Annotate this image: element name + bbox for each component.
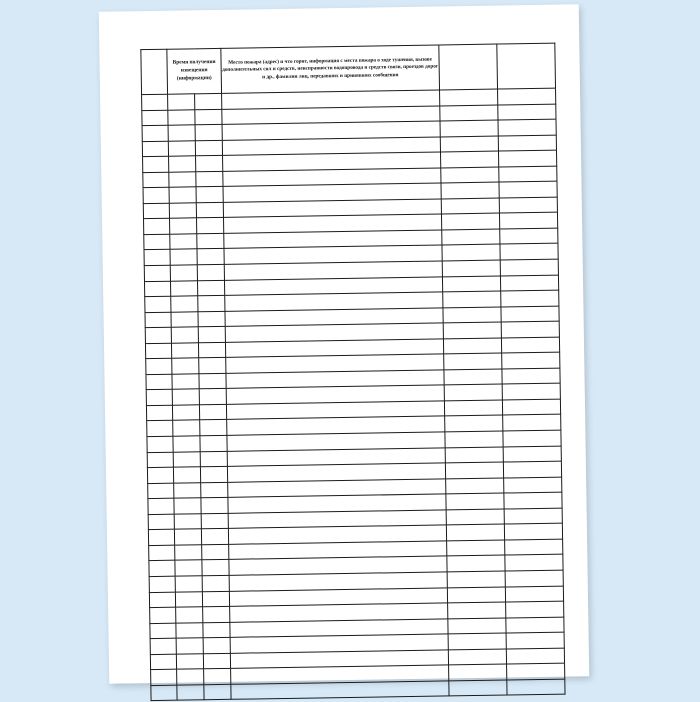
table-cell[interactable] — [505, 586, 563, 602]
table-cell[interactable] — [443, 291, 501, 307]
table-cell[interactable] — [174, 482, 201, 498]
header-cell-fire-description: Место пожара (адрес) и что горит, информация с места пожара о ходе тушения, вызове дополнительных сил и средств, неисправности водопровода и средств связи, проездов дорог и др., фамилии лиц, передавших и принявших сообщения — [221, 45, 440, 93]
table-cell[interactable] — [443, 338, 501, 354]
table-cell[interactable] — [204, 684, 231, 700]
table-cell[interactable] — [202, 591, 229, 607]
table-cell[interactable] — [507, 663, 565, 679]
table-cell[interactable] — [503, 415, 561, 431]
table-cell[interactable] — [199, 358, 226, 374]
table-cell[interactable] — [171, 311, 198, 327]
table-cell[interactable] — [143, 188, 169, 204]
table-cell[interactable] — [144, 250, 170, 266]
table-cell[interactable] — [142, 110, 168, 126]
table-cell[interactable] — [504, 523, 562, 539]
table-cell[interactable] — [441, 198, 499, 214]
table-cell[interactable] — [503, 446, 561, 462]
table-cell[interactable] — [498, 119, 556, 135]
table-cell[interactable] — [447, 555, 505, 571]
table-cell[interactable] — [506, 617, 564, 633]
table-cell[interactable] — [150, 623, 176, 639]
table-cell[interactable] — [143, 203, 169, 219]
table-cell[interactable] — [447, 540, 505, 556]
table-cell[interactable] — [500, 259, 558, 275]
table-cell[interactable] — [504, 477, 562, 493]
table-cell[interactable] — [195, 93, 222, 109]
table-cell[interactable] — [199, 373, 226, 389]
table-cell[interactable] — [176, 638, 203, 654]
table-cell[interactable] — [174, 529, 201, 545]
table-cell[interactable] — [174, 514, 201, 530]
table-cell[interactable] — [197, 233, 224, 249]
table-cell[interactable] — [441, 151, 499, 167]
table-cell[interactable] — [169, 203, 196, 219]
table-cell[interactable] — [148, 498, 174, 514]
table-cell[interactable] — [195, 124, 222, 140]
table-cell[interactable] — [149, 561, 175, 577]
table-cell[interactable] — [505, 570, 563, 586]
table-cell[interactable] — [498, 135, 556, 151]
table-cell[interactable] — [440, 136, 498, 152]
table-cell[interactable] — [142, 141, 168, 157]
table-cell[interactable] — [444, 400, 502, 416]
table-cell[interactable] — [441, 182, 499, 198]
table-cell[interactable] — [203, 606, 230, 622]
table-cell[interactable] — [506, 648, 564, 664]
table-cell[interactable] — [168, 109, 195, 125]
table-cell[interactable] — [501, 321, 559, 337]
table-cell[interactable] — [198, 327, 225, 343]
table-cell[interactable] — [499, 166, 557, 182]
table-cell[interactable] — [204, 669, 231, 685]
table-cell[interactable] — [175, 545, 202, 561]
table-cell[interactable] — [168, 140, 195, 156]
table-cell[interactable] — [147, 436, 173, 452]
table-cell[interactable] — [177, 685, 204, 701]
table-header-row — [141, 43, 556, 94]
table-cell[interactable] — [499, 197, 557, 213]
table-cell[interactable] — [447, 586, 505, 602]
table-cell[interactable] — [197, 218, 224, 234]
table-cell[interactable] — [449, 680, 507, 696]
table-cell[interactable] — [172, 374, 199, 390]
table-cell[interactable] — [145, 312, 171, 328]
table-cell[interactable] — [175, 591, 202, 607]
table-cell[interactable] — [144, 234, 170, 250]
table-cell[interactable] — [502, 384, 560, 400]
table-cell[interactable] — [201, 513, 228, 529]
table-cell[interactable] — [444, 353, 502, 369]
table-header — [141, 43, 556, 94]
table-cell[interactable] — [446, 493, 504, 509]
table-cell[interactable] — [506, 632, 564, 648]
table-cell[interactable] — [504, 492, 562, 508]
table-cell[interactable] — [177, 669, 204, 685]
table-cell[interactable] — [441, 213, 499, 229]
table-cell[interactable] — [170, 218, 197, 234]
table-cell[interactable] — [501, 290, 559, 306]
table-cell[interactable] — [145, 296, 171, 312]
table-cell[interactable] — [195, 140, 222, 156]
table-cell[interactable] — [144, 219, 170, 235]
table-cell[interactable] — [447, 571, 505, 587]
table-cell[interactable] — [446, 509, 504, 525]
table-cell[interactable] — [148, 514, 174, 530]
table-cell[interactable] — [172, 358, 199, 374]
paper-sheet — [99, 4, 589, 683]
table-cell[interactable] — [174, 498, 201, 514]
table-cell[interactable] — [196, 202, 223, 218]
table-cell[interactable] — [202, 560, 229, 576]
table-cell[interactable] — [448, 649, 506, 665]
table-cell[interactable] — [149, 592, 175, 608]
table-cell[interactable] — [499, 181, 557, 197]
table-cell[interactable] — [503, 461, 561, 477]
table-cell[interactable] — [146, 359, 172, 375]
table-cell[interactable] — [144, 281, 170, 297]
table-cell[interactable] — [169, 172, 196, 188]
table-cell[interactable] — [503, 430, 561, 446]
table-cell[interactable] — [168, 94, 195, 110]
table-cell[interactable] — [507, 679, 565, 695]
table-cell[interactable] — [202, 575, 229, 591]
table-cell[interactable] — [499, 213, 557, 229]
table-cell[interactable] — [151, 669, 177, 685]
table-cell[interactable] — [202, 544, 229, 560]
table-cell[interactable] — [146, 405, 172, 421]
table-cell[interactable] — [150, 654, 176, 670]
table-cell[interactable] — [198, 311, 225, 327]
table-cell[interactable] — [171, 296, 198, 312]
table-cell[interactable] — [504, 508, 562, 524]
table-cell[interactable] — [500, 275, 558, 291]
table-cell[interactable] — [145, 343, 171, 359]
table-cell[interactable] — [203, 637, 230, 653]
table-cell[interactable] — [172, 389, 199, 405]
table-cell[interactable] — [173, 451, 200, 467]
table-cell[interactable] — [149, 576, 175, 592]
table-cell[interactable] — [142, 125, 168, 141]
table-cell[interactable] — [442, 245, 500, 261]
table-cell[interactable] — [173, 467, 200, 483]
table-cell[interactable] — [440, 120, 498, 136]
table-cell[interactable] — [201, 482, 228, 498]
header-cell-time-received: Время получения извещения (информации) — [167, 48, 222, 94]
table-cell[interactable] — [172, 405, 199, 421]
table-cell[interactable] — [445, 416, 503, 432]
table-cell[interactable] — [170, 265, 197, 281]
table-cell[interactable] — [442, 260, 500, 276]
table-cell[interactable] — [440, 105, 498, 121]
table-cell[interactable] — [445, 431, 503, 447]
table-cell[interactable] — [449, 664, 507, 680]
table-cell[interactable] — [502, 368, 560, 384]
table-cell[interactable] — [144, 265, 170, 281]
journal-table-container — [140, 43, 564, 702]
table-cell[interactable] — [149, 545, 175, 561]
table-cell[interactable] — [498, 88, 556, 104]
table-cell[interactable] — [142, 94, 168, 110]
table-cell[interactable] — [443, 307, 501, 323]
table-cell[interactable] — [143, 172, 169, 188]
table-cell[interactable] — [170, 249, 197, 265]
table-cell[interactable] — [199, 404, 226, 420]
journal-table — [140, 43, 565, 702]
table-cell[interactable] — [499, 150, 557, 166]
table-cell[interactable] — [171, 327, 198, 343]
table-cell[interactable] — [196, 187, 223, 203]
table-cell[interactable] — [176, 653, 203, 669]
table-cell[interactable] — [168, 125, 195, 141]
table-cell[interactable] — [446, 524, 504, 540]
table-cell[interactable] — [143, 156, 169, 172]
table-cell[interactable] — [442, 276, 500, 292]
table-cell[interactable] — [176, 607, 203, 623]
table-cell[interactable] — [197, 249, 224, 265]
table-cell[interactable] — [502, 399, 560, 415]
header-cell-blank-1 — [141, 49, 168, 94]
table-cell[interactable] — [448, 633, 506, 649]
table-cell[interactable] — [198, 295, 225, 311]
table-cell[interactable] — [231, 681, 449, 700]
table-cell[interactable] — [444, 369, 502, 385]
table-cell[interactable] — [200, 420, 227, 436]
table-cell[interactable] — [173, 420, 200, 436]
table-cell[interactable] — [198, 342, 225, 358]
table-cell[interactable] — [175, 560, 202, 576]
table-cell[interactable] — [506, 601, 564, 617]
table-cell[interactable] — [448, 602, 506, 618]
table-cell[interactable] — [171, 343, 198, 359]
table-cell[interactable] — [441, 167, 499, 183]
table-cell[interactable] — [445, 462, 503, 478]
table-cell[interactable] — [200, 435, 227, 451]
table-cell[interactable] — [150, 638, 176, 654]
table-cell[interactable] — [199, 389, 226, 405]
table-cell[interactable] — [146, 374, 172, 390]
table-cell[interactable] — [201, 529, 228, 545]
table-cell[interactable] — [201, 498, 228, 514]
table-cell[interactable] — [498, 104, 556, 120]
table-cell[interactable] — [442, 229, 500, 245]
table-cell[interactable] — [170, 234, 197, 250]
header-cell-blank-2 — [439, 44, 498, 90]
header-cell-blank-3 — [497, 43, 556, 89]
table-cell[interactable] — [147, 452, 173, 468]
table-cell[interactable] — [502, 352, 560, 368]
table-cell[interactable] — [145, 327, 171, 343]
table-cell[interactable] — [440, 89, 498, 105]
table-cell[interactable] — [169, 187, 196, 203]
table-cell[interactable] — [151, 685, 177, 701]
table-cell[interactable] — [445, 447, 503, 463]
table-cell[interactable] — [195, 109, 222, 125]
table-cell[interactable] — [200, 451, 227, 467]
table-cell[interactable] — [170, 280, 197, 296]
table-cell[interactable] — [446, 478, 504, 494]
table-cell[interactable] — [146, 390, 172, 406]
table-cell[interactable] — [448, 618, 506, 634]
table-cell[interactable] — [173, 436, 200, 452]
table-cell[interactable] — [500, 228, 558, 244]
table-cell[interactable] — [200, 466, 227, 482]
table-cell[interactable] — [147, 467, 173, 483]
table-cell[interactable] — [501, 337, 559, 353]
table-cell[interactable] — [196, 171, 223, 187]
table-cell[interactable] — [505, 554, 563, 570]
table-cell[interactable] — [444, 384, 502, 400]
table-cell[interactable] — [148, 483, 174, 499]
table-cell[interactable] — [148, 529, 174, 545]
table-cell[interactable] — [150, 607, 176, 623]
table-body — [142, 88, 565, 701]
table-cell[interactable] — [197, 264, 224, 280]
table-cell[interactable] — [443, 322, 501, 338]
table-cell[interactable] — [500, 244, 558, 260]
table-cell[interactable] — [147, 421, 173, 437]
table-cell[interactable] — [169, 156, 196, 172]
table-cell[interactable] — [203, 653, 230, 669]
table-cell[interactable] — [501, 306, 559, 322]
table-cell[interactable] — [197, 280, 224, 296]
table-cell[interactable] — [505, 539, 563, 555]
table-cell[interactable] — [175, 576, 202, 592]
table-cell[interactable] — [176, 622, 203, 638]
table-cell[interactable] — [203, 622, 230, 638]
table-cell[interactable] — [196, 156, 223, 172]
